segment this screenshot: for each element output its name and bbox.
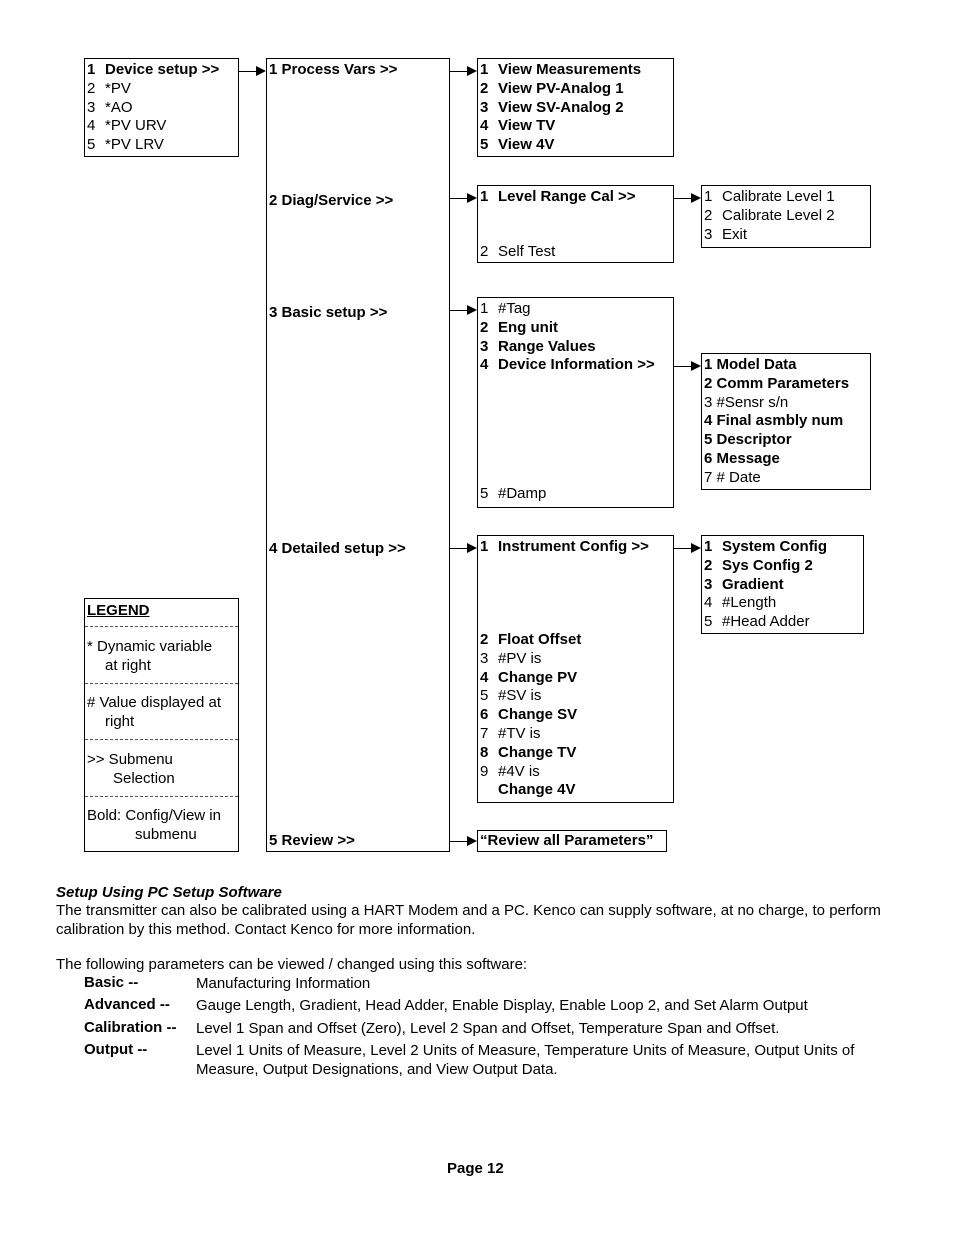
detailed-setup-item[interactable]: Change 4V xyxy=(498,781,576,799)
menu-item-damp[interactable]: 5 #Damp xyxy=(480,485,547,502)
menu-item-basic-setup[interactable]: 3 Basic setup >> xyxy=(269,304,388,321)
calibrate-box xyxy=(701,185,871,248)
arrow-diag xyxy=(450,198,468,199)
process-vars-item[interactable]: 5 View 4V xyxy=(480,136,555,154)
legend-item-submenu: >> Submenu Selection xyxy=(87,751,175,787)
menu-item-instrument-config[interactable]: 1 Instrument Config >> xyxy=(480,538,649,555)
page-number: Page 12 xyxy=(447,1160,504,1177)
diag-box xyxy=(477,185,674,263)
arrowhead-icon xyxy=(467,193,477,203)
basic-setup-item[interactable]: 2 Eng unit xyxy=(480,318,558,336)
legend-item-dynamic: * Dynamic variable at right xyxy=(87,638,213,674)
arrowhead-icon xyxy=(256,66,266,76)
definition-term: Calibration -- xyxy=(84,1019,177,1036)
process-vars-item[interactable]: 4 View TV xyxy=(480,117,556,135)
root-menu-item[interactable]: 3 *AO xyxy=(87,98,133,116)
basic-setup-box xyxy=(477,297,674,508)
instrument-config-item[interactable]: 3 Gradient xyxy=(704,575,784,593)
menu-item-level-range-cal[interactable]: 1 Level Range Cal >> xyxy=(480,188,636,205)
root-menu-item[interactable]: 1 Device setup >> xyxy=(87,61,220,78)
menu-item-diag-service[interactable]: 2 Diag/Service >> xyxy=(269,192,394,209)
menu-item-review[interactable]: 5 Review >> xyxy=(269,832,355,849)
device-info-item[interactable]: 5 Descriptor xyxy=(704,431,792,449)
device-info-item[interactable]: 2 Comm Parameters xyxy=(704,374,850,392)
review-all-parameters[interactable]: “Review all Parameters” xyxy=(480,832,654,849)
menu-item-detailed-setup[interactable]: 4 Detailed setup >> xyxy=(269,540,406,557)
instrument-config-item[interactable]: 4 #Length xyxy=(704,594,777,612)
definition-term: Output -- xyxy=(84,1041,148,1058)
instrument-config-item[interactable]: 5 #Head Adder xyxy=(704,613,810,631)
root-menu-item[interactable]: 5 *PV LRV xyxy=(87,136,164,154)
review-box xyxy=(477,830,667,852)
arrow-level-range-cal xyxy=(674,198,692,199)
definition-description: Level 1 Units of Measure, Level 2 Units of Measure, Temperature Units of Measure, Output Units of Measure, Output Designations, and View Output Data. xyxy=(196,1042,855,1078)
instrument-config-item[interactable]: 2 Sys Config 2 xyxy=(704,556,813,574)
detailed-setup-item[interactable]: 5 #SV is xyxy=(480,687,542,705)
arrow-process-vars xyxy=(450,71,468,72)
process-vars-item[interactable]: 1 View Measurements xyxy=(480,61,642,78)
legend-item-value: # Value displayed at right xyxy=(87,694,221,730)
detailed-setup-item[interactable]: 4 Change PV xyxy=(480,668,578,686)
arrowhead-icon xyxy=(691,193,701,203)
section-paragraph-1: The transmitter can also be calibrated using a HART Modem and a PC. Kenco can supply software, at no charge, to perform calibration by this method. Contact Kenco for more information. xyxy=(56,902,881,938)
device-info-item[interactable]: 7 # Date xyxy=(704,468,761,486)
instrument-config-item[interactable]: 1 System Config xyxy=(704,538,828,555)
device-information-box xyxy=(701,353,871,490)
root-menu-box xyxy=(84,58,239,157)
arrowhead-icon xyxy=(691,543,701,553)
arrowhead-icon xyxy=(467,836,477,846)
instrument-config-box xyxy=(701,535,864,634)
arrow-instrument-config xyxy=(674,548,692,549)
arrow-review xyxy=(450,841,468,842)
detailed-setup-item[interactable]: 3 #PV is xyxy=(480,649,542,667)
section-heading: Setup Using PC Setup Software xyxy=(56,884,282,901)
basic-setup-item[interactable]: 4 Device Information >> xyxy=(480,356,655,374)
calibrate-item[interactable]: 2 Calibrate Level 2 xyxy=(704,206,835,224)
process-vars-box xyxy=(477,58,674,157)
definition-term: Advanced -- xyxy=(84,996,170,1013)
legend-item-bold: Bold: Config/View in submenu xyxy=(87,807,221,843)
device-setup-box xyxy=(266,58,450,852)
detailed-setup-item[interactable]: 7 #TV is xyxy=(480,725,541,742)
arrowhead-icon xyxy=(691,361,701,371)
section-paragraph-2: The following parameters can be viewed / changed using this software: xyxy=(56,956,528,973)
arrow-basic xyxy=(450,310,468,311)
detailed-setup-item[interactable]: 2 Float Offset xyxy=(480,631,582,648)
basic-setup-item[interactable]: 3 Range Values xyxy=(480,337,596,355)
basic-setup-item[interactable]: 1 #Tag xyxy=(480,300,531,317)
definition-term: Basic -- xyxy=(84,974,139,991)
calibrate-item[interactable]: 1 Calibrate Level 1 xyxy=(704,188,835,205)
menu-item-process-vars[interactable]: 1 Process Vars >> xyxy=(269,61,398,78)
process-vars-item[interactable]: 3 View SV-Analog 2 xyxy=(480,98,624,116)
detailed-setup-box xyxy=(477,535,674,803)
device-info-item[interactable]: 6 Message xyxy=(704,450,780,467)
root-menu-item[interactable]: 4 *PV URV xyxy=(87,117,167,135)
definition-description: Level 1 Span and Offset (Zero), Level 2 Span and Offset, Temperature Span and Offset. xyxy=(196,1020,780,1037)
arrowhead-icon xyxy=(467,305,477,315)
arrow-root-to-device-setup xyxy=(239,71,257,72)
arrow-device-information xyxy=(674,366,692,367)
arrowhead-icon xyxy=(467,66,477,76)
arrow-detailed xyxy=(450,548,468,549)
legend-box xyxy=(84,598,239,852)
definition-description: Manufacturing Information xyxy=(196,975,371,992)
root-menu-item[interactable]: 2 *PV xyxy=(87,79,131,97)
detailed-setup-item[interactable]: 9 #4V is xyxy=(480,762,540,780)
calibrate-item[interactable]: 3 Exit xyxy=(704,225,748,243)
device-info-item[interactable]: 4 Final asmbly num xyxy=(704,412,844,430)
process-vars-item[interactable]: 2 View PV-Analog 1 xyxy=(480,79,624,97)
arrowhead-icon xyxy=(467,543,477,553)
menu-item-self-test[interactable]: 2 Self Test xyxy=(480,243,556,260)
detailed-setup-item[interactable]: 6 Change SV xyxy=(480,706,578,724)
device-info-item[interactable]: 1 Model Data xyxy=(704,356,797,373)
legend-title: LEGEND xyxy=(87,602,150,619)
device-info-item[interactable]: 3 #Sensr s/n xyxy=(704,393,789,411)
definition-description: Gauge Length, Gradient, Head Adder, Enable Display, Enable Loop 2, and Set Alarm Output xyxy=(196,997,808,1014)
detailed-setup-item[interactable]: 8 Change TV xyxy=(480,743,577,761)
